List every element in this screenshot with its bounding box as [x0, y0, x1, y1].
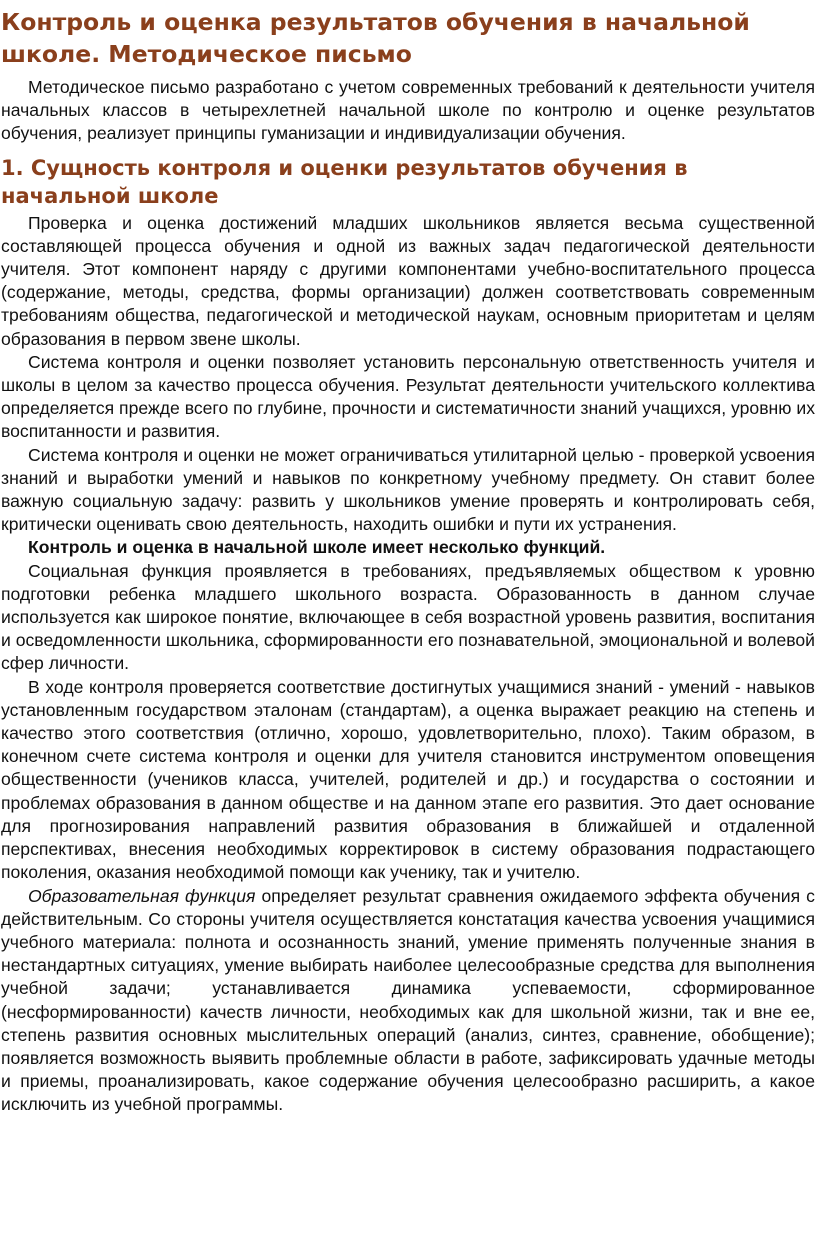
functions-lead-paragraph: Контроль и оценка в начальной школе имеет несколько функций. [28, 537, 606, 558]
paragraph-3: Система контроля и оценки не может ограничиваться утилитарной целью - проверкой усвоения знаний и выработки умений и навыков по конкретному учебному предмету. Он ставит более важную социальную задачу: развить у школьников умение проверять и контролировать себя, критически оценивать свою деятельность, находить ошибки и пути их устранения. [1, 444, 815, 535]
educational-function-text: определяет результат сравнения ожидаемого эффекта обучения с действительным. Со стороны учителя осуществляется констатация качества усвоения учащимися учебного материала: полнота и осознанность знаний, умение применять полученные знания в нестандартных ситуациях, умение выбирать наиболее целесообразные средства для выполнения учебной задачи; устанавливается динамика успеваемости, сформированное (несформированности) качеств личности, необходимых как для школьной жизни, так и вне ее, степень развития основных мыслительных операций (анализ, синтез, сравнение, обобщение); появляется возможность выявить проблемные области в работе, зафиксировать удачные методы и приемы, проанализировать, какое содержание обучения целесообразно расширить, а какое исключить из учебной программы. [1, 885, 815, 1115]
paragraph-social-function: Социальная функция проявляется в требованиях, предъявляемых обществом к уровню подготовки ребенка младшего школьного возраста. Образованность в данном случае используется как широкое понятие, включающее в себя возрастной уровень развития, воспитания и осведомленности школьника, сформированности его познавательной, эмоциональной и волевой сфер личности. [1, 560, 816, 674]
paragraph-educational-function [1, 885, 815, 1117]
paragraph-6: В ходе контроля проверяется соответствие достигнутых учащимися знаний - умений - навыков установленным государством эталонам (стандартам), а оценка выражает реакцию на степень и качество этого соответствия (отлично, хорошо, удовлетворительно, плохо). Таким образом, в конечном счете система контроля и оценки для учителя становится инструментом оповещения общественности (учеников класса, учителей, родителей и др.) и государства о состоянии и проблемах образования в данном обществе и на данном этапе его развития. Это дает основание для прогнозирования направлений развития образования в ближайшей и отдаленной перспективах, внесения необходимых корректировок в систему образования подрастающего поколения, оказания необходимой помощи как ученику, так и учителю. [1, 676, 815, 883]
section-heading: 1. Сущность контроля и оценки результатов обучения в начальной школе [1, 155, 688, 208]
educational-function-term: Образовательная функция [28, 885, 256, 906]
intro-paragraph: Методическое письмо разработано с учетом современных требований к деятельности учителя начальных классов в четырехлетней начальной школе по контролю и оценке результатов обучения, реализует принципы гуманизации и индивидуализации обучения. [1, 77, 815, 144]
document-title: Контроль и оценка результатов обучения в начальной школе. Методическое письмо [1, 8, 750, 68]
paragraph-2: Система контроля и оценки позволяет установить персональную ответственность учителя и школы в целом за качество процесса обучения. Результат деятельности учительского коллектива определяется прежде всего по глубине, прочности и систематичности знаний учащихся, уровню их воспитанности и развития. [1, 351, 815, 442]
paragraph-1: Проверка и оценка достижений младших школьников является весьма существенной составляющей процесса обучения и одной из важных задач педагогической деятельности учителя. Этот компонент наряду с другими компонентами учебно-воспитательного процесса (содержание, методы, средства, формы организации) должен соответствовать современным требованиям общества, педагогической и методической наукам, основным приоритетам и целям образования в первом звене школы. [1, 212, 815, 349]
